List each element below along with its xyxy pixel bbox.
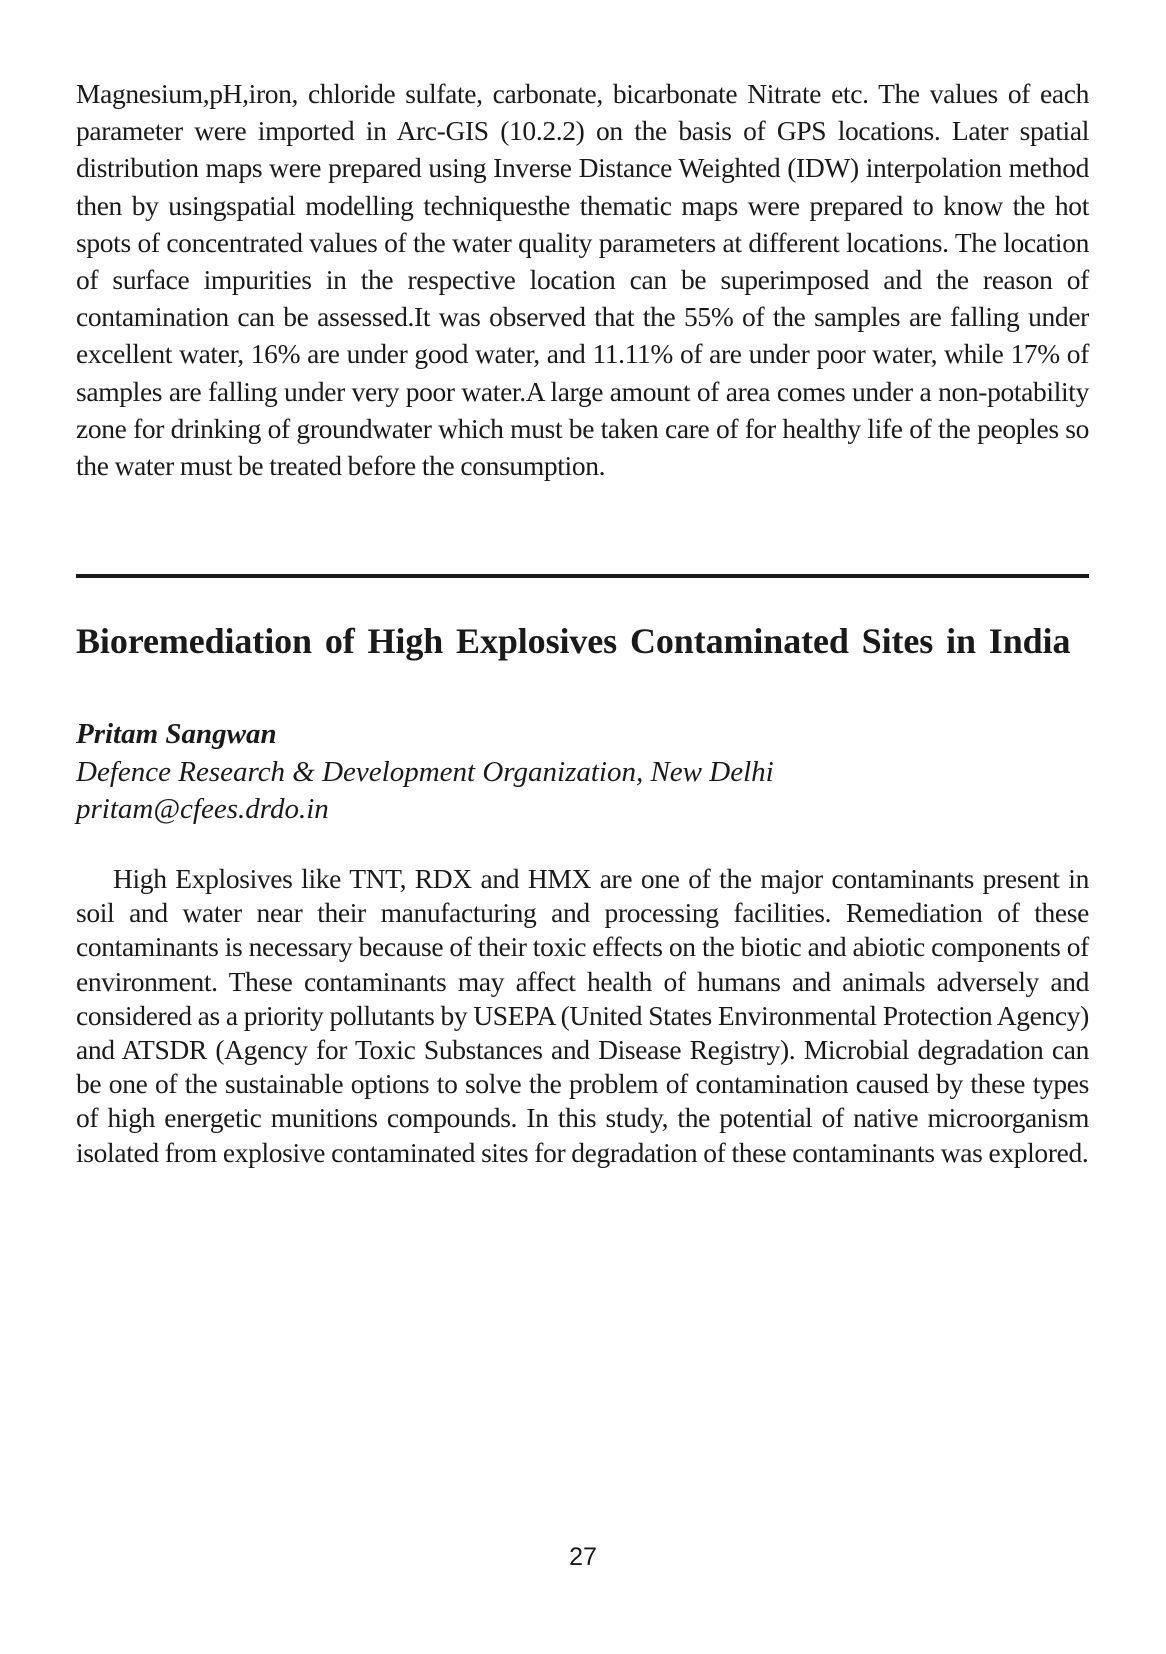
- page-number: 27: [569, 1543, 597, 1571]
- previous-section-paragraph: Magnesium,pH,iron, chloride sulfate, carbonate, bicarbonate Nitrate etc. The values of each parameter were imported in Arc-GIS (10.2.2) on the basis of GPS locations. Later spatial distribution maps were prepared using Inverse Distance Weighted (IDW) interpolation method then by usingspatial modelling techniquesthe thematic maps were prepared to know the hot spots of concentrated values of the water quality parameters at different locations. The location of surface impurities in the respective location can be superimposed and the reason of contamination can be assessed.It was observed that the 55% of the samples are falling under excellent water, 16% are under good water, and 11.11% of are under poor water, while 17% of samples are falling under very poor water.A large amount of area comes under a non-potability zone for drinking of groundwater which must be taken care of for healthy life of the peoples so the water must be treated before the consumption.: [76, 78, 1089, 482]
- author-name: Pritam Sangwan: [76, 718, 277, 750]
- author-affiliation: Defence Research & Development Organization, New Delhi: [76, 756, 774, 788]
- article-title: Bioremediation of High Explosives Contaminated Sites in India: [76, 621, 1071, 661]
- author-email: pritam@cfees.drdo.in: [76, 793, 329, 825]
- abstract-paragraph: High Explosives like TNT, RDX and HMX are one of the major contaminants present in soil and water near their manufacturing and processing facilities. Remediation of these contaminants is necessary because of their toxic effects on the biotic and abiotic components of environment. These contaminants may affect health of humans and animals adversely and considered as a priority pollutants by USEPA (United States Environmental Protection Agency) and ATSDR (Agency for Toxic Substances and Disease Registry). Microbial degradation can be one of the sustainable options to solve the problem of contamination caused by these types of high energetic munitions compounds. In this study, the potential of native microorganism isolated from explosive contaminated sites for degradation of these contaminants was explored.: [76, 863, 1089, 1168]
- section-divider: [76, 574, 1089, 578]
